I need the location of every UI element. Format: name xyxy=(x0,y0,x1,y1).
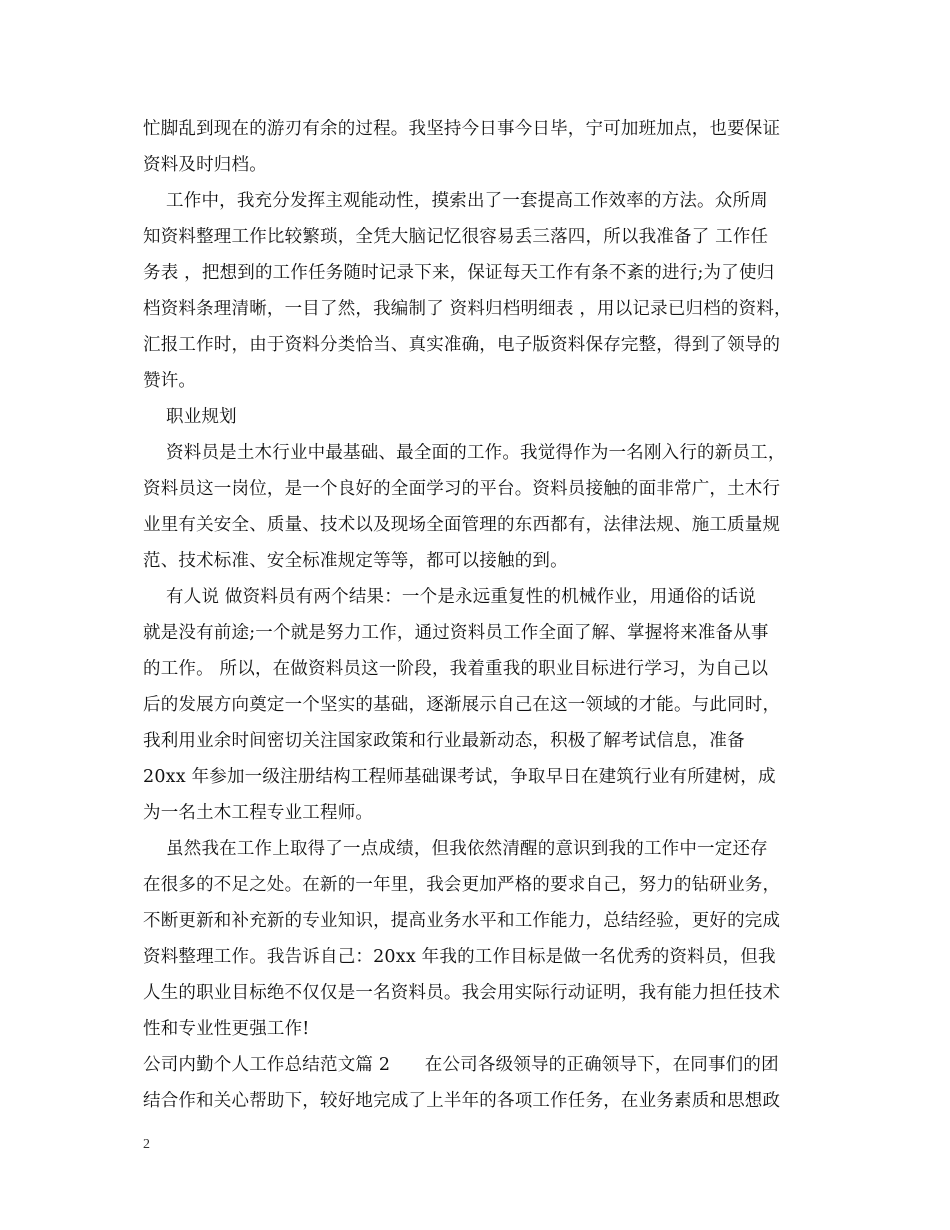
text-line: 我利用业余时间密切关注国家政策和行业最新动态，积极了解考试信息，准备 xyxy=(143,731,745,751)
text-line: 后的发展方向奠定一个坚实的基础，逐渐展示自己在这一领域的才能。与此同时， xyxy=(143,695,781,715)
section-heading: 职业规划 xyxy=(143,407,237,427)
text-line: 虽然我在工作上取得了一点成绩，但我依然清醒的意识到我的工作中一定还存 xyxy=(143,839,768,859)
text-line: 结合作和关心帮助下，较好地完成了上半年的各项工作任务，在业务素质和思想政 xyxy=(143,1091,781,1111)
text-line: 的工作。 所以，在做资料员这一阶段，我着重我的职业目标进行学习，为自己以 xyxy=(143,659,769,679)
text-line: 为一名土木工程专业工程师。 xyxy=(143,803,374,823)
text-line: 工作中，我充分发挥主观能动性，摸索出了一套提高工作效率的方法。众所周 xyxy=(143,191,768,211)
text-line: 忙脚乱到现在的游刃有余的过程。我坚持今日事今日毕，宁可加班加点，也要保证 xyxy=(143,119,781,139)
text-line: 知资料整理工作比较繁琐，全凭大脑记忆很容易丢三落四，所以我准备了 工作任 xyxy=(143,227,769,247)
text-line: 资料员是土木行业中最基础、最全面的工作。我觉得作为一名刚入行的新员工， xyxy=(143,443,786,463)
page-number: 2 xyxy=(143,1137,150,1152)
text-line: 人生的职业目标绝不仅仅是一名资料员。我会用实际行动证明，我有能力担任技术 xyxy=(143,983,781,1003)
text-line: 资料及时归档。 xyxy=(143,155,267,175)
article-title-line: 公司内勤个人工作总结范文篇 2 在公司各级领导的正确领导下，在同事们的团 xyxy=(143,1055,779,1075)
text-line: 20xx 年参加一级注册结构工程师基础课考试，争取早日在建筑行业有所建树，成 xyxy=(143,767,776,787)
text-line: 范、技术标准、安全标准规定等等，都可以接触的到。 xyxy=(143,551,568,571)
text-line: 资料整理工作。我告诉自己：20xx 年我的工作目标是做一名优秀的资料员，但我 xyxy=(143,947,776,967)
text-line: 在很多的不足之处。在新的一年里，我会更加严格的要求自己，努力的钻研业务， xyxy=(143,875,781,895)
text-line: 务表 ，把想到的工作任务随时记录下来，保证每天工作有条不紊的进行;为了使归 xyxy=(143,263,775,283)
text-line: 就是没有前途;一个就是努力工作，通过资料员工作全面了解、掌握将来准备从事 xyxy=(143,623,769,643)
text-line: 汇报工作时，由于资料分类恰当、真实准确，电子版资料保存完整，得到了领导的 xyxy=(143,335,781,355)
text-line: 赞许。 xyxy=(143,371,197,391)
text-line: 有人说 做资料员有两个结果：一个是永远重复性的机械作业，用通俗的话说 xyxy=(143,587,756,607)
text-line: 不断更新和补充新的专业知识，提高业务水平和工作能力，总结经验，更好的完成 xyxy=(143,911,781,931)
text-line: 资料员这一岗位，是一个良好的全面学习的平台。资料员接触的面非常广，土木行 xyxy=(143,479,781,499)
text-line: 业里有关安全、质量、技术以及现场全面管理的东西都有，法律法规、施工质量规 xyxy=(143,515,781,535)
text-line: 档资料条理清晰，一目了然，我编制了 资料归档明细表 ，用以记录已归档的资料， xyxy=(143,299,792,319)
text-line: 性和专业性更强工作! xyxy=(143,1019,310,1039)
